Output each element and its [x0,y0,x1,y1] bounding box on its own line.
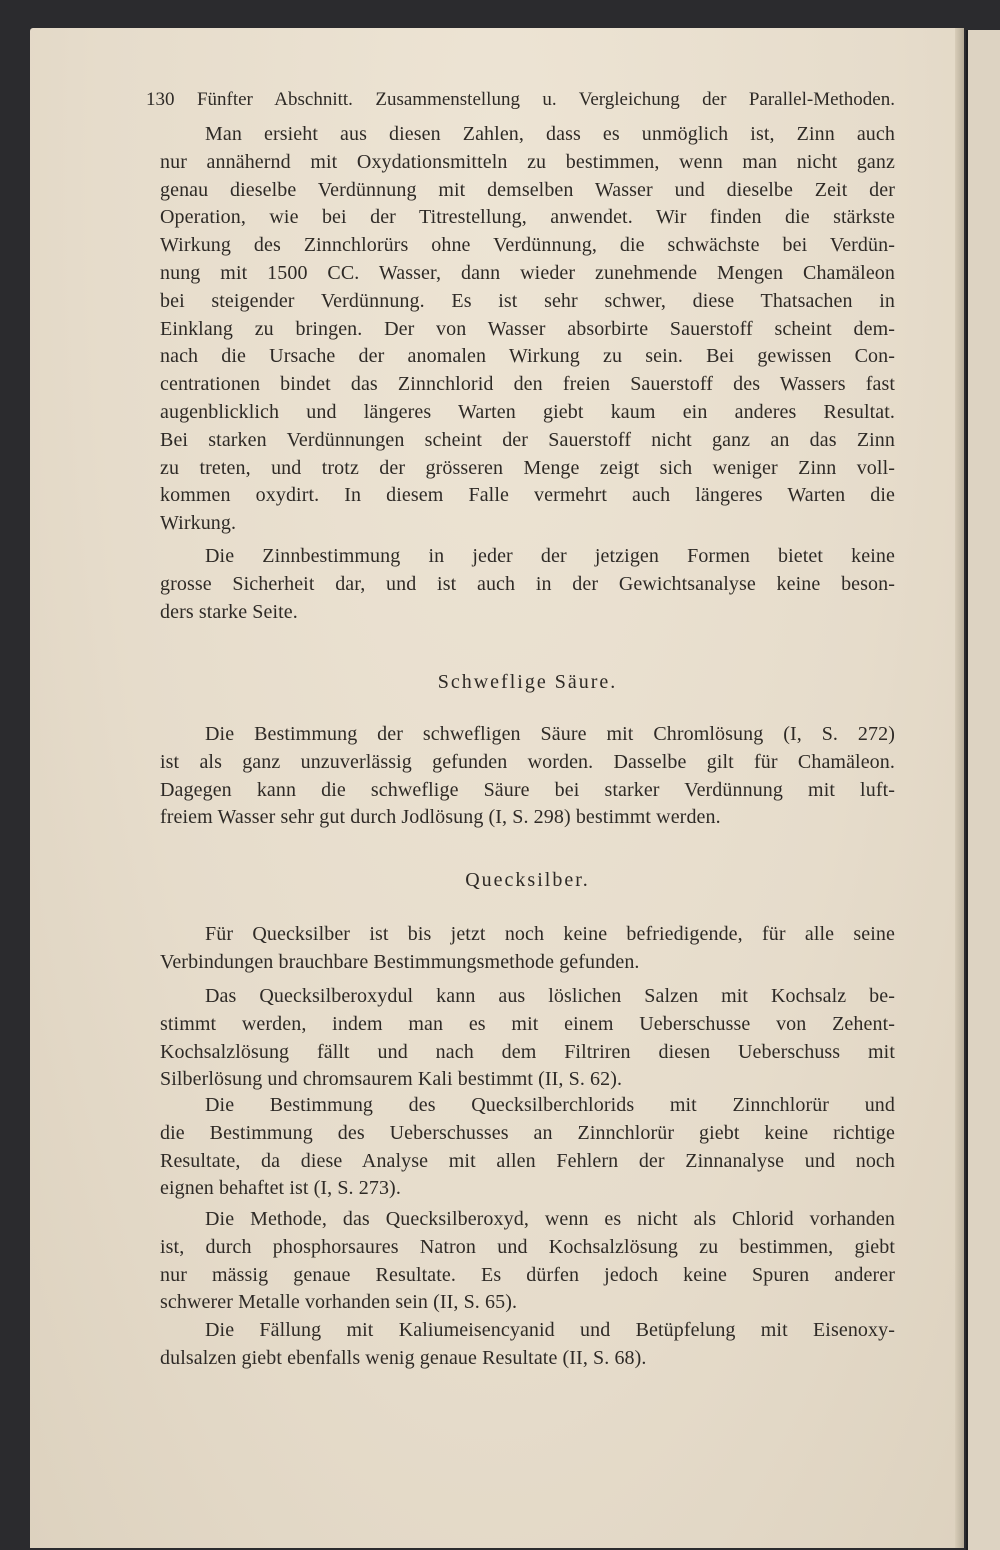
text-line: Kochsalzlösung fällt und nach dem Filtriren diesen Ueberschuss mit [160,1040,895,1063]
text-line: Die Fällung mit Kaliumeisencyanid und Betüpfelung mit Eisenoxy- [205,1319,895,1341]
text-line: dulsalzen giebt ebenfalls wenig genaue Resultate (II, S. 68). [160,1346,647,1369]
text-line: nach die Ursache der anomalen Wirkung zu sein. Bei gewissen Con- [160,345,895,368]
text-line: kommen oxydirt. In diesem Falle vermehrt auch längeres Warten die [160,484,895,507]
text-line: Resultate, da diese Analyse mit allen Fehlern der Zinnanalyse und noch [160,1149,895,1172]
text-line: nur annähernd mit Oxydationsmitteln zu bestimmen, wenn man nicht ganz [160,150,895,173]
text-line: Operation, wie bei der Titrestellung, anwendet. Wir finden die stärkste [160,206,895,229]
text-line: Dagegen kann die schweflige Säure bei starker Verdünnung mit luft- [160,778,895,801]
text-line: centrationen bindet das Zinnchlorid den freien Sauerstoff des Wassers fast [160,373,895,396]
text-line: Die Methode, das Quecksilberoxyd, wenn es nicht als Chlorid vorhanden [205,1208,895,1230]
section-heading: Quecksilber. [465,869,590,891]
text-line: Silberlösung und chromsaurem Kali bestimmt (II, S. 62). [160,1068,623,1091]
text-line: ist als ganz unzuverlässig gefunden worden. Dasselbe gilt für Chamäleon. [160,750,895,773]
text-line: Die Bestimmung des Quecksilberchlorids mit Zinnchlorür und [205,1094,895,1116]
text-line: augenblicklich und längeres Warten giebt kaum ein anderes Resultat. [160,401,895,423]
text-line: stimmt werden, indem man es mit einem Ueberschusse von Zehent- [160,1012,895,1035]
text-line: freiem Wasser sehr gut durch Jodlösung (I, S. 298) bestimmt werden. [160,806,721,829]
text-line: Das Quecksilberoxydul kann aus löslichen Salzen mit Kochsalz be- [205,985,895,1007]
adjacent-page-edge [966,30,1000,1550]
text-line: Einklang zu bringen. Der von Wasser absorbirte Sauerstoff scheint dem- [160,317,895,340]
text-line: Die Zinnbestimmung in jeder der jetzigen Formen bietet keine [205,545,895,567]
text-line: Für Quecksilber ist bis jetzt noch keine befriedigende, für alle seine [205,923,895,945]
section-heading: Schweflige Säure. [437,671,618,693]
text-line: nur mässig genaue Resultate. Es dürfen jedoch keine Spuren anderer [160,1263,895,1286]
text-line: nung mit 1500 CC. Wasser, dann wieder zunehmende Mengen Chamäleon [160,262,895,284]
text-line: Wirkung des Zinnchlorürs ohne Verdünnung, die schwächste bei Verdün- [160,234,895,257]
running-header: 130 Fünfter Abschnitt. Zusammenstellung u. Vergleichung der Parallel-Methoden. [146,89,895,110]
text-line: bei steigender Verdünnung. Es ist sehr schwer, diese Thatsachen in [160,289,895,312]
page-gutter [955,28,964,1548]
text-line: ist, durch phosphorsaures Natron und Kochsalzlösung zu bestimmen, giebt [160,1235,895,1258]
text-line: Die Bestimmung der schwefligen Säure mit Chromlösung (I, S. 272) [205,723,895,745]
text-line: genau dieselbe Verdünnung mit demselben Wasser und dieselbe Zeit der [160,178,895,201]
text-line: zu treten, und trotz der grösseren Menge zeigt sich weniger Zinn voll- [160,456,895,479]
text-line: Verbindungen brauchbare Bestimmungsmethode gefunden. [160,950,640,973]
text-line: ders starke Seite. [160,600,298,623]
text-line: grosse Sicherheit dar, und ist auch in der Gewichtsanalyse keine beson- [160,572,895,595]
text-line: schwerer Metalle vorhanden sein (II, S. 65). [160,1291,518,1314]
text-line: eignen behaftet ist (I, S. 273). [160,1177,401,1200]
text-line: die Bestimmung des Ueberschusses an Zinnchlorür giebt keine richtige [160,1121,895,1144]
text-line: Man ersieht aus diesen Zahlen, dass es unmöglich ist, Zinn auch [205,123,895,145]
text-line: Wirkung. [160,512,237,535]
text-line: Bei starken Verdünnungen scheint der Sauerstoff nicht ganz an das Zinn [160,428,895,451]
